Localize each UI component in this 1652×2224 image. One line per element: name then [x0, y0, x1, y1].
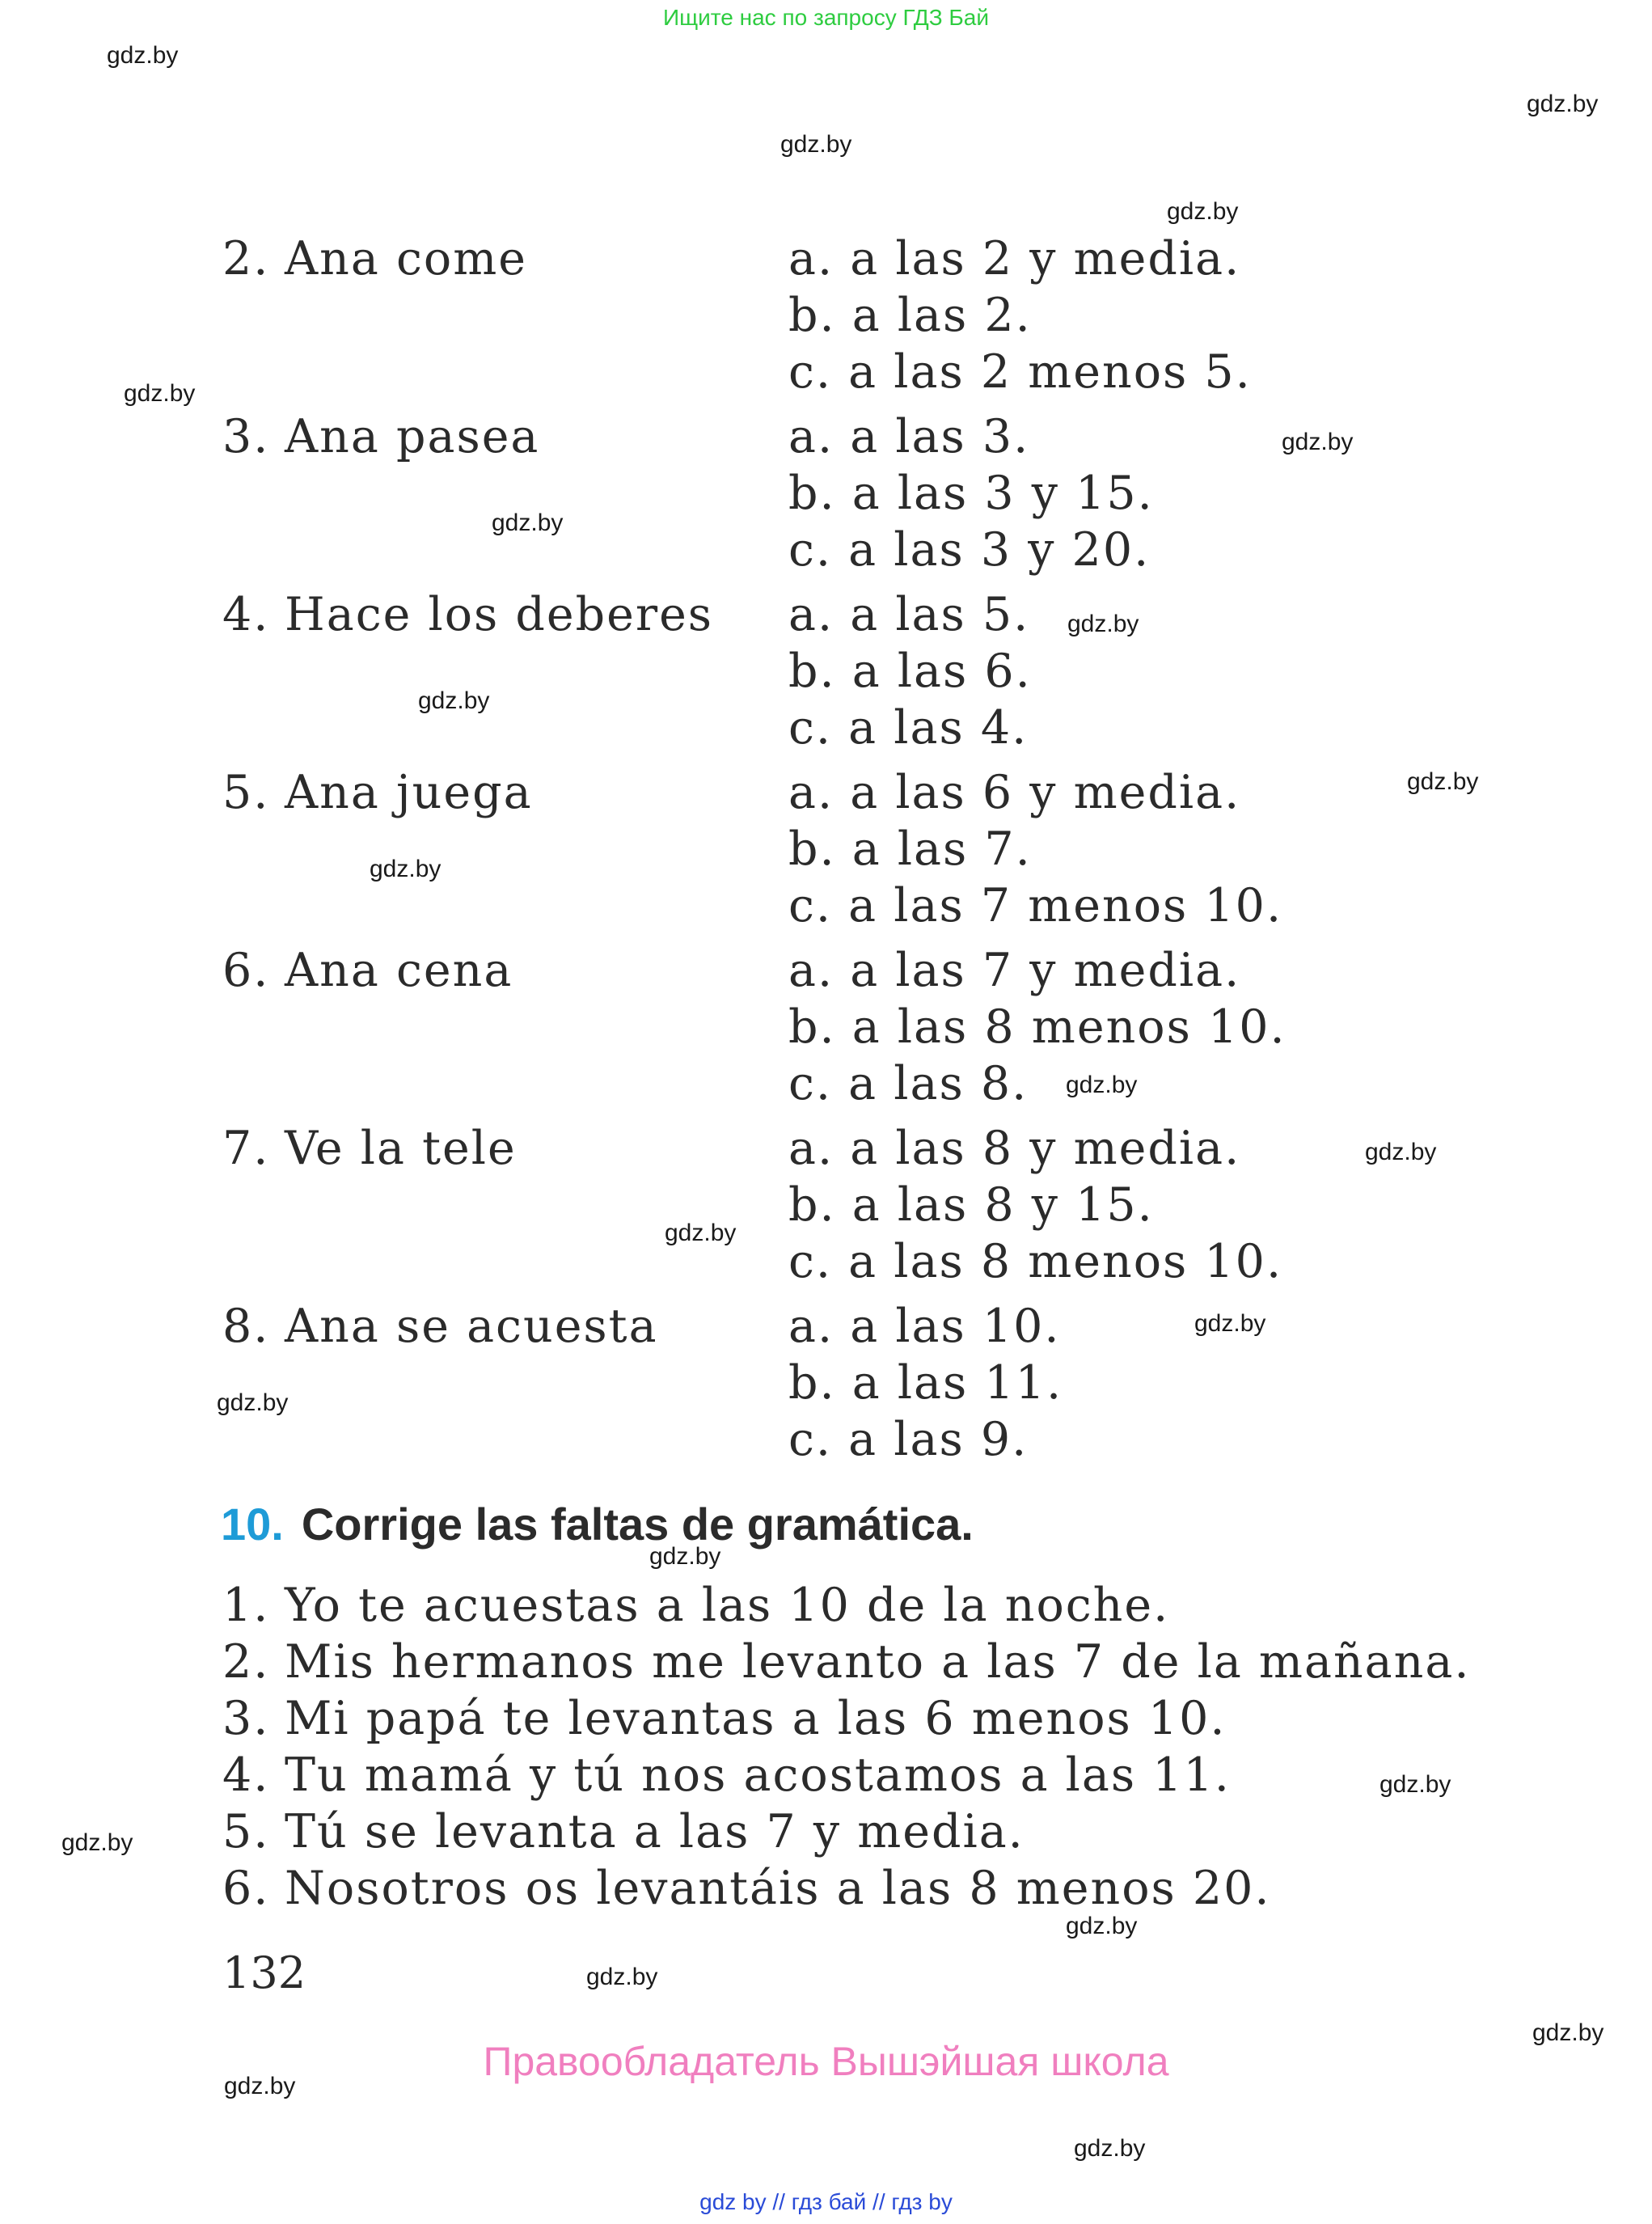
quiz-item-number: 2. [222, 232, 270, 285]
quiz-item-options [788, 230, 1252, 400]
quiz-option: a. a las 8 y media. [788, 1122, 1241, 1175]
watermark-text: gdz.by [1532, 2019, 1604, 2046]
watermark-text: gdz.by [1194, 1310, 1266, 1337]
sentence-number: 2. [222, 1635, 270, 1689]
quiz-item-text: Ve la tele [285, 1122, 517, 1175]
quiz-item-text: Ana cena [285, 944, 513, 997]
quiz-item-options [788, 408, 1154, 578]
quiz-item-text: Hace los deberes [285, 588, 714, 641]
watermark-text: gdz.by [1074, 2135, 1146, 2162]
watermark-text: gdz.by [1407, 768, 1479, 795]
quiz-item-text: Ana se acuesta [285, 1300, 658, 1353]
quiz-option: c. a las 2 menos 5. [788, 345, 1252, 399]
watermark-text: gdz.by [1167, 198, 1239, 225]
sentence-number: 3. [222, 1692, 270, 1745]
top-banner: Ищите нас по запросу ГДЗ Бай [662, 5, 990, 30]
quiz-item-number: 7. [222, 1122, 270, 1175]
sentence-number: 6. [222, 1862, 270, 1915]
copyright-notice: Правообладатель Вышэйшая школа [483, 2039, 1169, 2084]
quiz-option: b. a las 11. [788, 1356, 1063, 1410]
quiz-item-number: 8. [222, 1300, 270, 1353]
quiz-option: c. a las 3 y 20. [788, 523, 1151, 577]
watermark-text: gdz.by [107, 42, 179, 69]
sentence-number: 5. [222, 1805, 270, 1858]
watermark-text: gdz.by [370, 856, 442, 882]
quiz-option: c. a las 4. [788, 701, 1029, 755]
sentence-text: Mis hermanos me levanto a las 7 de la mañana. [285, 1635, 1471, 1689]
watermark-text: gdz.by [1067, 611, 1139, 637]
exercise-header [221, 1498, 974, 1550]
quiz-option: a. a las 7 y media. [788, 944, 1241, 997]
quiz-option: a. a las 3. [788, 410, 1030, 463]
quiz-item-text: Ana juega [285, 766, 533, 819]
quiz-option: b. a las 3 y 15. [788, 467, 1154, 520]
quiz-option: a. a las 6 y media. [788, 766, 1241, 819]
watermark-text: gdz.by [1527, 91, 1599, 117]
exercise-number: 10. [221, 1499, 284, 1550]
quiz-option: c. a las 8. [788, 1057, 1029, 1110]
quiz-option: b. a las 6. [788, 645, 1032, 698]
watermark-text: gdz.by [1282, 429, 1354, 455]
quiz-option: c. a las 8 menos 10. [788, 1235, 1283, 1288]
quiz-option: b. a las 8 y 15. [788, 1178, 1154, 1232]
quiz-option: c. a las 7 menos 10. [788, 879, 1283, 932]
watermark-text: gdz.by [1365, 1139, 1437, 1165]
sentence-number: 4. [222, 1748, 270, 1802]
watermark-text: gdz.by [1379, 1771, 1451, 1798]
watermark-text: gdz.by [217, 1389, 289, 1416]
page-number: 132 [222, 1947, 306, 1998]
quiz-option: b. a las 7. [788, 822, 1032, 876]
quiz-option: b. a las 8 menos 10. [788, 1000, 1287, 1054]
sentence-text: Mi papá te levantas a las 6 menos 10. [285, 1692, 1227, 1745]
exercise-title: Corrige las faltas de gramática. [301, 1499, 974, 1550]
quiz-option: a. a las 2 y media. [788, 232, 1241, 285]
quiz-item-options [788, 586, 1032, 756]
quiz-item-options [788, 764, 1282, 934]
quiz-item-number: 4. [222, 588, 270, 641]
quiz-item-text: Ana come [285, 232, 527, 285]
watermark-text: gdz.by [61, 1829, 133, 1856]
sentence-number: 1. [222, 1579, 270, 1632]
sentence-text: Tu mamá y tú nos acostamos a las 11. [285, 1748, 1231, 1802]
quiz-option: b. a las 2. [788, 289, 1032, 342]
bottom-links[interactable]: gdz by // гдз бай // гдз by [699, 2189, 953, 2214]
quiz-item-number: 5. [222, 766, 270, 819]
watermark-text: gdz.by [492, 509, 564, 536]
quiz-item-options [788, 1120, 1282, 1290]
sentence-text: Yo te acuestas a las 10 de la noche. [285, 1579, 1170, 1632]
watermark-text: gdz.by [1066, 1913, 1138, 1939]
quiz-item-number: 6. [222, 944, 270, 997]
watermark-text: gdz.by [649, 1543, 721, 1570]
quiz-item-options [788, 1298, 1063, 1468]
watermark-text: gdz.by [780, 131, 852, 158]
quiz-option: a. a las 10. [788, 1300, 1061, 1353]
watermark-text: gdz.by [418, 687, 490, 714]
quiz-item-number: 3. [222, 410, 270, 463]
watermark-text: gdz.by [124, 380, 196, 407]
quiz-item-options [788, 942, 1287, 1112]
watermark-text: gdz.by [586, 1964, 658, 1990]
quiz-option: a. a las 5. [788, 588, 1030, 641]
watermark-text: gdz.by [224, 2073, 296, 2099]
watermark-text: gdz.by [665, 1220, 737, 1246]
quiz-item-text: Ana pasea [285, 410, 540, 463]
sentence-text: Tú se levanta a las 7 y media. [285, 1805, 1025, 1858]
quiz-option: c. a las 9. [788, 1413, 1029, 1466]
sentence-text: Nosotros os levantáis a las 8 menos 20. [285, 1862, 1271, 1915]
watermark-text: gdz.by [1066, 1072, 1138, 1098]
